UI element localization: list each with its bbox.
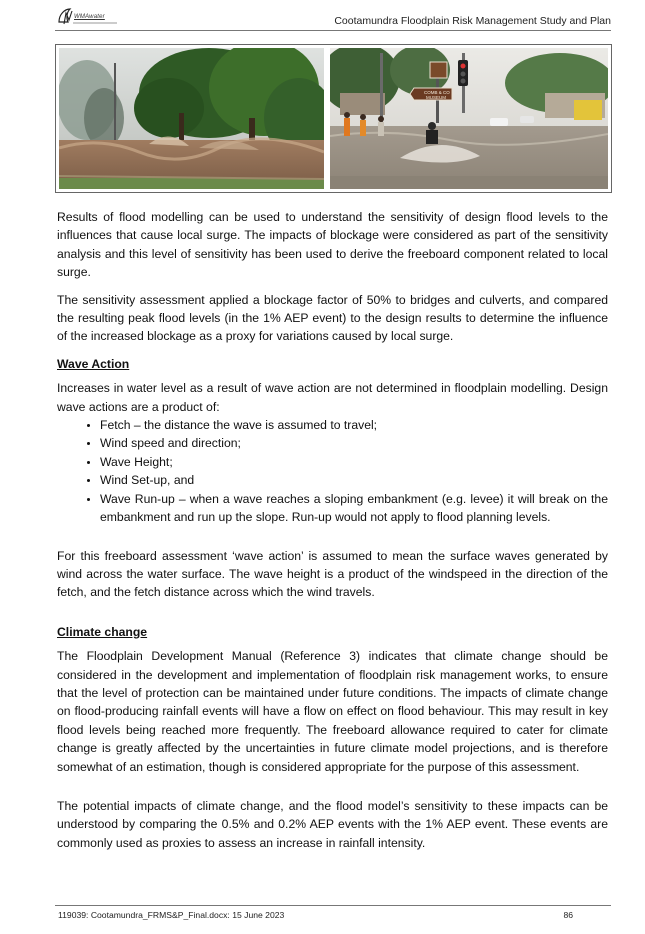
spacer [57, 535, 608, 547]
heading-wave-action: Wave Action [57, 356, 130, 371]
document-title: Cootamundra Floodplain Risk Management Study and Plan [334, 15, 611, 27]
paragraph-sensitivity: The sensitivity assessment applied a blockage factor of 50% to bridges and culverts, and compared the resulting peak flood levels (in the 1% AEP event) to the design results to determine the influence of the increased blockage as a proxy for variations caused by local surge. [57, 292, 608, 344]
page-footer [55, 905, 611, 920]
wave-factors-list [57, 416, 608, 526]
body-text [57, 208, 608, 861]
list-item: • Wave Height; [100, 453, 608, 471]
flood-photos-figure [55, 44, 612, 193]
heading-climate-change: Climate change [57, 624, 148, 639]
paragraph-wave-closing: For this freeboard assessment ‘wave action’ is assumed to mean the surface waves generated by wind across the water surface. The wave height is a product of the windspeed in the direction of the fetch, and the fetch distance across which the wind travels. [57, 548, 608, 600]
logo-text: WMAwater [74, 14, 105, 20]
sign-text-line1: COMB & CO [424, 90, 450, 95]
flood-photo-street [330, 48, 608, 189]
sign-text-line2: MUSEUM [426, 95, 446, 100]
company-logo [55, 6, 119, 28]
page-number: 86 [563, 910, 573, 920]
list-item: • Wind Set-up, and [100, 471, 608, 489]
flood-photo-trees [59, 48, 324, 189]
list-item: • Wave Run-up – when a wave reaches a sloping embankment (e.g. levee) it will break on the embankment and run up the slope. Run-up would not apply to flood planning levels. [100, 490, 608, 527]
spacer [57, 611, 608, 623]
page-header [55, 6, 611, 31]
paragraph-wave-intro: Increases in water level as a result of wave action are not determined in floodplain modelling. Design wave actions are a product of: [57, 381, 608, 414]
paragraph-local-surge: Results of flood modelling can be used to understand the sensitivity of design flood levels to the influences that cause local surge. The impacts of blockage were considered as part of the sensitivity analysis and this level of sensitivity has been used to derive the freeboard component related to local surge. [57, 210, 608, 280]
list-item: • Wind speed and direction; [100, 434, 608, 452]
paragraph-climate-2: The potential impacts of climate change, and the flood model’s sensitivity to these impacts can be understood by comparing the 0.5% and 0.2% AEP events with the 1% AEP event. These events are commonly used as proxies to assess an increase in rainfall intensity. [57, 798, 608, 850]
spacer [57, 785, 608, 797]
paragraph-climate-1: The Floodplain Development Manual (Reference 3) indicates that climate change should be considered in the development and implementation of floodplain risk management works, to ensure that the level of protection can be maintained under future conditions. The impacts of climate change on flood-producing rainfall events will have a flow on effect on flood behaviour. This may result in key flood levels being reached more frequently. The freeboard allowance required to cater for climate change is greatly affected by the uncertainties in future climate model projections, and is therefore somewhat of an estimation, though is considered appropriate for the purpose of this assessment. [57, 649, 608, 774]
list-item: • Fetch – the distance the wave is assumed to travel; [100, 416, 608, 434]
document-reference: 119039: Cootamundra_FRMS&P_Final.docx: 15 June 2023 [58, 910, 285, 920]
